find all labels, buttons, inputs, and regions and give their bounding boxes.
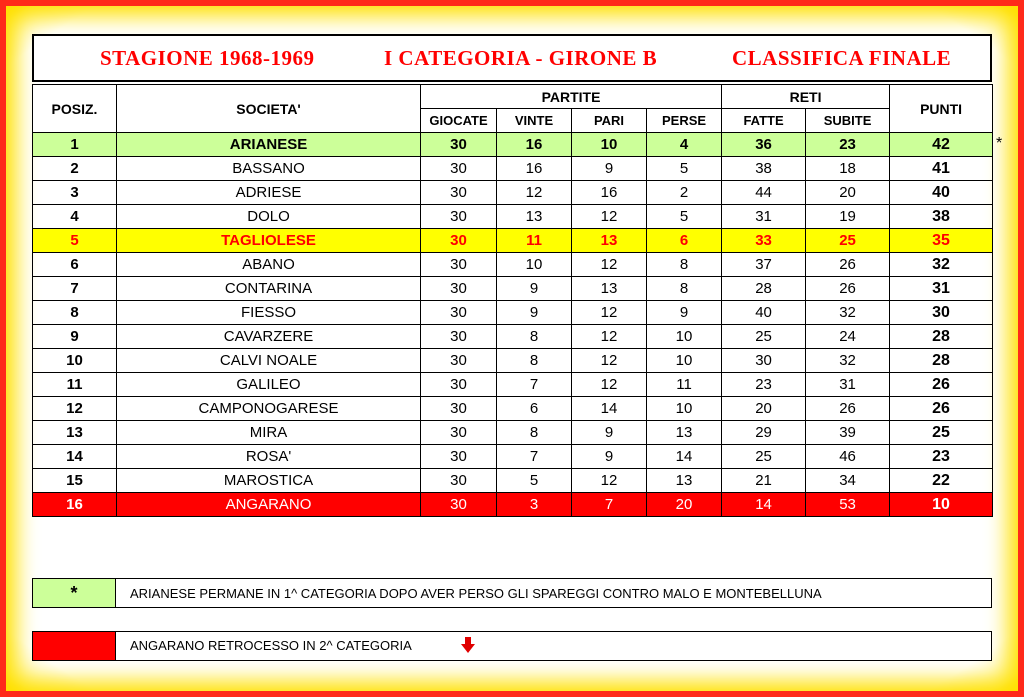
table-row xyxy=(33,157,993,181)
cell-position: 1 xyxy=(33,133,117,157)
cell-giocate: 30 xyxy=(421,421,497,445)
cell-team: FIESSO xyxy=(117,301,421,325)
cell-giocate: 30 xyxy=(421,253,497,277)
cell-pari: 13 xyxy=(572,229,647,253)
cell-giocate: 30 xyxy=(421,325,497,349)
cell-perse: 9 xyxy=(647,301,722,325)
cell-giocate: 30 xyxy=(421,445,497,469)
table-row xyxy=(33,445,993,469)
cell-subite: 20 xyxy=(806,181,890,205)
cell-vinte: 8 xyxy=(497,325,572,349)
cell-perse: 20 xyxy=(647,493,722,517)
cell-punti: 31 xyxy=(890,277,993,301)
cell-fatte: 29 xyxy=(722,421,806,445)
cell-subite: 53 xyxy=(806,493,890,517)
cell-position: 7 xyxy=(33,277,117,301)
cell-team: ANGARANO xyxy=(117,493,421,517)
note-relegation xyxy=(32,631,992,661)
table-row xyxy=(33,229,993,253)
cell-subite: 34 xyxy=(806,469,890,493)
cell-giocate: 30 xyxy=(421,181,497,205)
cell-punti: 30 xyxy=(890,301,993,325)
cell-punti: 26 xyxy=(890,373,993,397)
cell-team: CAVARZERE xyxy=(117,325,421,349)
cell-punti: 35 xyxy=(890,229,993,253)
cell-giocate: 30 xyxy=(421,373,497,397)
cell-fatte: 31 xyxy=(722,205,806,229)
cell-perse: 10 xyxy=(647,325,722,349)
table-row xyxy=(33,349,993,373)
cell-vinte: 16 xyxy=(497,133,572,157)
header-subite: SUBITE xyxy=(806,109,890,133)
cell-vinte: 8 xyxy=(497,349,572,373)
cell-pari: 7 xyxy=(572,493,647,517)
cell-team: CALVI NOALE xyxy=(117,349,421,373)
cell-team: CAMPONOGARESE xyxy=(117,397,421,421)
cell-pari: 13 xyxy=(572,277,647,301)
table-row xyxy=(33,421,993,445)
cell-vinte: 10 xyxy=(497,253,572,277)
cell-position: 9 xyxy=(33,325,117,349)
cell-subite: 32 xyxy=(806,349,890,373)
cell-fatte: 38 xyxy=(722,157,806,181)
cell-subite: 26 xyxy=(806,277,890,301)
cell-team: TAGLIOLESE xyxy=(117,229,421,253)
cell-pari: 14 xyxy=(572,397,647,421)
cell-position: 14 xyxy=(33,445,117,469)
cell-punti: 28 xyxy=(890,349,993,373)
cell-fatte: 25 xyxy=(722,325,806,349)
cell-position: 2 xyxy=(33,157,117,181)
cell-fatte: 23 xyxy=(722,373,806,397)
header-reti: RETI xyxy=(722,85,890,109)
cell-giocate: 30 xyxy=(421,229,497,253)
table-row xyxy=(33,373,993,397)
cell-giocate: 30 xyxy=(421,469,497,493)
note-relegation-label: ANGARANO RETROCESSO IN 2^ CATEGORIA xyxy=(130,637,412,653)
cell-subite: 31 xyxy=(806,373,890,397)
cell-subite: 23 xyxy=(806,133,890,157)
cell-team: ADRIESE xyxy=(117,181,421,205)
cell-position: 3 xyxy=(33,181,117,205)
cell-position: 8 xyxy=(33,301,117,325)
cell-perse: 4 xyxy=(647,133,722,157)
cell-punti: 42 xyxy=(890,133,993,157)
cell-vinte: 9 xyxy=(497,277,572,301)
table-row xyxy=(33,397,993,421)
note-star-text: ARIANESE PERMANE IN 1^ CATEGORIA DOPO AVER PERSO GLI SPAREGGI CONTRO MALO E MONTEBELLUNA xyxy=(130,585,822,601)
cell-giocate: 30 xyxy=(421,349,497,373)
cell-team: GALILEO xyxy=(117,373,421,397)
cell-team: ROSA' xyxy=(117,445,421,469)
cell-team: ABANO xyxy=(117,253,421,277)
cell-perse: 5 xyxy=(647,205,722,229)
cell-punti: 25 xyxy=(890,421,993,445)
cell-vinte: 7 xyxy=(497,373,572,397)
cell-punti: 38 xyxy=(890,205,993,229)
header-punti: PUNTI xyxy=(890,85,993,133)
cell-pari: 9 xyxy=(572,421,647,445)
header-pari: PARI xyxy=(572,109,647,133)
season-title: STAGIONE 1968-1969 xyxy=(100,46,315,70)
cell-vinte: 9 xyxy=(497,301,572,325)
standings-table xyxy=(32,84,993,517)
cell-perse: 11 xyxy=(647,373,722,397)
cell-fatte: 33 xyxy=(722,229,806,253)
cell-perse: 5 xyxy=(647,157,722,181)
note-star-swatch: * xyxy=(33,579,116,607)
cell-fatte: 40 xyxy=(722,301,806,325)
cell-team: MIRA xyxy=(117,421,421,445)
cell-perse: 10 xyxy=(647,397,722,421)
standings-title: CLASSIFICA FINALE xyxy=(732,46,952,70)
cell-punti: 26 xyxy=(890,397,993,421)
cell-pari: 16 xyxy=(572,181,647,205)
cell-team: CONTARINA xyxy=(117,277,421,301)
note-relegation-swatch xyxy=(33,632,116,660)
cell-subite: 26 xyxy=(806,253,890,277)
cell-fatte: 20 xyxy=(722,397,806,421)
cell-subite: 24 xyxy=(806,325,890,349)
cell-position: 16 xyxy=(33,493,117,517)
cell-position: 13 xyxy=(33,421,117,445)
cell-perse: 10 xyxy=(647,349,722,373)
cell-pari: 12 xyxy=(572,469,647,493)
cell-perse: 13 xyxy=(647,469,722,493)
note-star xyxy=(32,578,992,608)
cell-fatte: 25 xyxy=(722,445,806,469)
cell-pari: 12 xyxy=(572,325,647,349)
table-row xyxy=(33,205,993,229)
cell-fatte: 36 xyxy=(722,133,806,157)
cell-punti: 23 xyxy=(890,445,993,469)
cell-subite: 32 xyxy=(806,301,890,325)
cell-team: DOLO xyxy=(117,205,421,229)
cell-fatte: 44 xyxy=(722,181,806,205)
cell-team: BASSANO xyxy=(117,157,421,181)
cell-vinte: 5 xyxy=(497,469,572,493)
cell-fatte: 21 xyxy=(722,469,806,493)
header-perse: PERSE xyxy=(647,109,722,133)
table-row xyxy=(33,325,993,349)
cell-subite: 25 xyxy=(806,229,890,253)
cell-team: MAROSTICA xyxy=(117,469,421,493)
asterisk-mark: * xyxy=(996,135,1003,152)
cell-giocate: 30 xyxy=(421,157,497,181)
cell-pari: 12 xyxy=(572,253,647,277)
cell-fatte: 37 xyxy=(722,253,806,277)
cell-position: 11 xyxy=(33,373,117,397)
title-banner xyxy=(32,34,992,82)
cell-punti: 32 xyxy=(890,253,993,277)
cell-giocate: 30 xyxy=(421,277,497,301)
table-row xyxy=(33,133,993,157)
cell-perse: 6 xyxy=(647,229,722,253)
cell-vinte: 12 xyxy=(497,181,572,205)
cell-position: 6 xyxy=(33,253,117,277)
cell-giocate: 30 xyxy=(421,133,497,157)
cell-giocate: 30 xyxy=(421,301,497,325)
header-vinte: VINTE xyxy=(497,109,572,133)
cell-pari: 9 xyxy=(572,157,647,181)
cell-pari: 12 xyxy=(572,205,647,229)
cell-giocate: 30 xyxy=(421,205,497,229)
table-row xyxy=(33,493,993,517)
cell-punti: 40 xyxy=(890,181,993,205)
cell-vinte: 7 xyxy=(497,445,572,469)
cell-subite: 18 xyxy=(806,157,890,181)
cell-punti: 10 xyxy=(890,493,993,517)
cell-punti: 22 xyxy=(890,469,993,493)
cell-fatte: 28 xyxy=(722,277,806,301)
cell-punti: 28 xyxy=(890,325,993,349)
cell-pari: 12 xyxy=(572,373,647,397)
cell-vinte: 3 xyxy=(497,493,572,517)
cell-perse: 8 xyxy=(647,277,722,301)
cell-punti: 41 xyxy=(890,157,993,181)
header-partite: PARTITE xyxy=(421,85,722,109)
cell-vinte: 8 xyxy=(497,421,572,445)
cell-vinte: 13 xyxy=(497,205,572,229)
cell-position: 12 xyxy=(33,397,117,421)
cell-position: 4 xyxy=(33,205,117,229)
cell-perse: 2 xyxy=(647,181,722,205)
table-row xyxy=(33,277,993,301)
cell-position: 15 xyxy=(33,469,117,493)
cell-pari: 9 xyxy=(572,445,647,469)
cell-perse: 14 xyxy=(647,445,722,469)
cell-vinte: 16 xyxy=(497,157,572,181)
note-relegation-text xyxy=(116,637,475,656)
table-row xyxy=(33,301,993,325)
cell-giocate: 30 xyxy=(421,397,497,421)
cell-subite: 46 xyxy=(806,445,890,469)
cell-position: 5 xyxy=(33,229,117,253)
header-pos: POSIZ. xyxy=(33,85,117,133)
arrow-down-icon xyxy=(461,637,475,656)
cell-position: 10 xyxy=(33,349,117,373)
cell-vinte: 11 xyxy=(497,229,572,253)
cell-vinte: 6 xyxy=(497,397,572,421)
category-title: I CATEGORIA - GIRONE B xyxy=(384,46,658,70)
header-fatte: FATTE xyxy=(722,109,806,133)
cell-giocate: 30 xyxy=(421,493,497,517)
cell-perse: 13 xyxy=(647,421,722,445)
cell-subite: 26 xyxy=(806,397,890,421)
cell-pari: 12 xyxy=(572,301,647,325)
table-row xyxy=(33,469,993,493)
header-team: SOCIETA' xyxy=(117,85,421,133)
cell-fatte: 30 xyxy=(722,349,806,373)
cell-pari: 12 xyxy=(572,349,647,373)
cell-fatte: 14 xyxy=(722,493,806,517)
cell-pari: 10 xyxy=(572,133,647,157)
cell-team: ARIANESE xyxy=(117,133,421,157)
header-giocate: GIOCATE xyxy=(421,109,497,133)
cell-subite: 39 xyxy=(806,421,890,445)
table-row xyxy=(33,181,993,205)
cell-perse: 8 xyxy=(647,253,722,277)
table-row xyxy=(33,253,993,277)
cell-subite: 19 xyxy=(806,205,890,229)
